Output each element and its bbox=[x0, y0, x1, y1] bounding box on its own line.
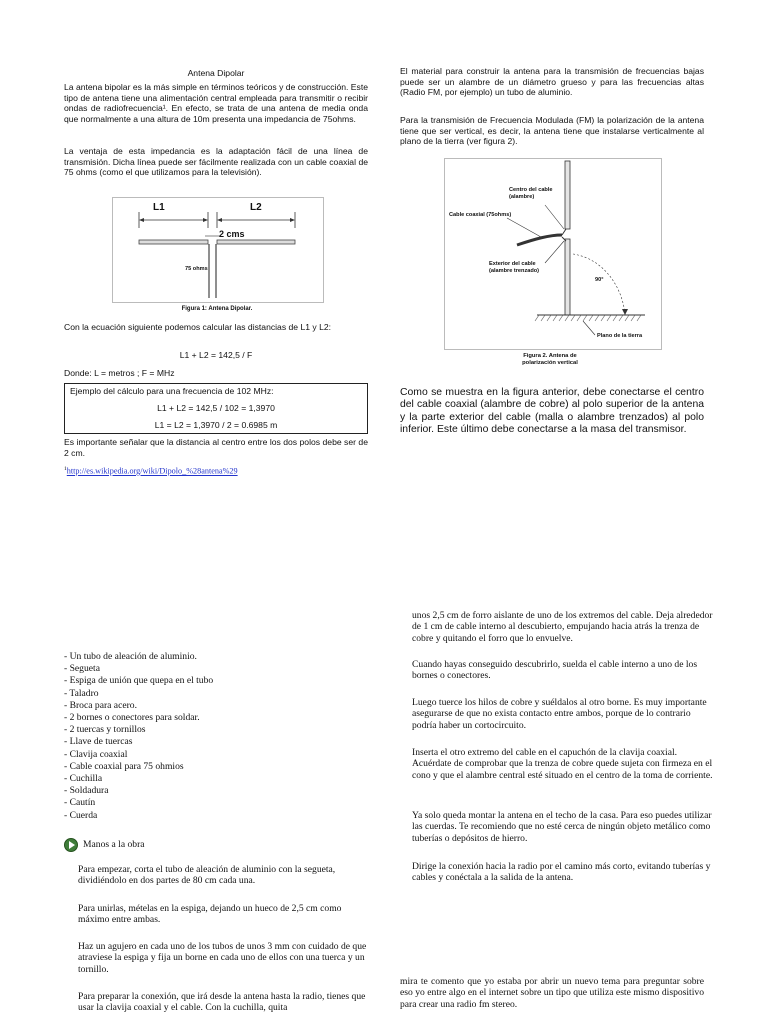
outer-braid-label: Exterior del cable (alambre trenzado) bbox=[489, 261, 540, 274]
connection-paragraph: Como se muestra en la figura anterior, debe conectarse el centro del cable coaxial (alambre de cobre) al polo superior de la antena y la parte exterior del cable (malla o alambre trenzados) al polo inferior. Este último debe conectarse a la masa del transmisor. bbox=[400, 387, 704, 436]
comment-paragraph: mira te comento que yo estaba por abrir un nuevo tema para preguntar sobre eso yo entre algo en el internet sobre un tipo que utiliza este mismo dispositivo para crear una radio fm stereo. bbox=[400, 976, 704, 1010]
angle-label: 90° bbox=[595, 277, 604, 283]
step-paragraph: Haz un agujero en cada uno de los tubos de unos 3 mm con cuidado de que atraviese la espiga y fija un borne en cada uno de ellos con una tuerca y un tornillo. bbox=[78, 941, 367, 975]
step-paragraph: Inserta el otro extremo del cable en el capuchón de la clavija coaxial. Acuérdate de comprobar que la trenza de cobre quede sujeta con firmeza en el cono y que el alambre central esté situado en el centro de la toma de corriente. bbox=[412, 747, 713, 781]
step-paragraph: Luego tuerce los hilos de cobre y suéldalos al otro borne. Es muy importante asegurarse de que no exista contacto entre ambos, porque de lo contrario podría haber un cortocircuito. bbox=[412, 697, 707, 731]
manos-heading-label: Manos a la obra bbox=[83, 839, 145, 851]
play-icon bbox=[64, 838, 78, 852]
list-item: - Clavija coaxial bbox=[64, 748, 128, 760]
step-paragraph: Dirige la conexión hacia la radio por el camino más corto, evitando tuberías y cables y conéctala a la salida de la antena. bbox=[412, 861, 711, 884]
variables-legend: Donde: L = metros ; F = MHz bbox=[64, 368, 175, 378]
step-paragraph: unos 2,5 cm de forro aislante de uno de los extremos del cable. Deja alrededor de 1 cm de cable interno al descubierto, empujando hacia atrás la trenza de cobre y quitando el forro que lo envuelve. bbox=[412, 610, 713, 644]
example-sum: L1 + L2 = 142,5 / 102 = 1,3970 bbox=[157, 403, 275, 413]
distance-note: Es importante señalar que la distancia al centro entre los dos polos debe ser de 2 cm. bbox=[64, 437, 368, 458]
footnote-link[interactable]: http://es.wikipedia.org/wiki/Dipolo_%28antena%29 bbox=[66, 466, 238, 476]
step-paragraph: Ya solo queda montar la antena en el techo de la casa. Para eso puedes utilizar las cuerdas. Te recomiendo que no esté cerca de ningún objeto metálico como tuberías o depósitos de hierro. bbox=[412, 810, 712, 844]
impedance-label: 75 ohms bbox=[185, 266, 208, 272]
dipole-rod-left bbox=[139, 240, 208, 244]
list-item: - Taladro bbox=[64, 687, 99, 699]
list-item: - 2 tuercas y tornillos bbox=[64, 724, 146, 736]
lower-pole bbox=[565, 239, 570, 315]
list-item: - Cable coaxial para 75 ohmios bbox=[64, 760, 184, 772]
step-paragraph: Para unirlas, mételas en la espiga, dejando un hueco de 2,5 cm como máximo entre ambas. bbox=[78, 903, 342, 926]
advantage-paragraph: La ventaja de esta impedancia es la adaptación fácil de una línea de transmisión. Dicha línea puede ser fácilmente realizada con un cable coaxial de 75 ohms (como el que utilizamos para la televisión). bbox=[64, 146, 368, 178]
list-item: - Segueta bbox=[64, 663, 100, 675]
list-item: - Cautín bbox=[64, 797, 96, 809]
figure-dipole bbox=[112, 197, 324, 303]
materials-list bbox=[64, 651, 364, 822]
l2-label: L2 bbox=[250, 202, 262, 213]
material-paragraph: El material para construir la antena para la transmisión de frecuencias bajas puede ser un alambre de un diámetro grueso y para las frecuencias altas (Radio FM, por ejemplo) un tubo de aluminio. bbox=[400, 66, 704, 98]
manos-heading bbox=[64, 838, 145, 852]
l1-label: L1 bbox=[153, 202, 165, 213]
coax-label: Cable coaxial (75ohms) bbox=[449, 212, 512, 218]
gap-label: 2 cms bbox=[219, 229, 245, 239]
dipole-diagram bbox=[113, 198, 323, 302]
list-item: - Un tubo de aleación de aluminio. bbox=[64, 651, 197, 662]
polarization-paragraph: Para la transmisión de Frecuencia Modulada (FM) la polarización de la antena tiene que ser vertical, es decir, la antena tiene que instalarse verticalmente al plano de la tierra (ver figura 2). bbox=[400, 115, 704, 147]
figure-vertical-antenna bbox=[444, 158, 662, 350]
step-paragraph: Para empezar, corta el tubo de aleación de aluminio con la segueta, dividiéndolo en dos partes de 80 cm cada una. bbox=[78, 864, 336, 887]
example-result: L1 = L2 = 1,3970 / 2 = 0.6985 m bbox=[154, 420, 278, 430]
list-item: - Soldadura bbox=[64, 785, 109, 797]
center-wire-label: Centro del cable (alambre) bbox=[509, 187, 553, 200]
figure-2-caption: Figura 2. Antena de polarización vertical bbox=[522, 353, 578, 366]
example-box bbox=[64, 383, 368, 434]
intro-paragraph: La antena bipolar es la más simple en términos teóricos y de construcción. Este tipo de antena tiene una alimentación central empleada para transmitir o recibir ondas de radiofrecuencia¹. En efecto, se trata de una antena de media onda que normalmente a una altura de 10m presenta una impedancia de 75ohms. bbox=[64, 82, 368, 124]
example-title: Ejemplo del cálculo para una frecuencia de 102 MHz: bbox=[70, 386, 274, 396]
dipole-rod-right bbox=[217, 240, 295, 244]
step-paragraph: Cuando hayas conseguido descubrirlo, suelda el cable interno a uno de los bornes o conectores. bbox=[412, 659, 698, 682]
figure-1-caption: Figura 1: Antena Dipolar. bbox=[181, 306, 253, 312]
equation-intro: Con la ecuación siguiente podemos calcular las distancias de L1 y L2: bbox=[64, 322, 332, 332]
vertical-antenna-diagram bbox=[445, 159, 661, 349]
list-item: - 2 bornes o conectores para soldar. bbox=[64, 712, 200, 724]
footnote-mark: 1 bbox=[64, 466, 67, 472]
step-paragraph: Para preparar la conexión, que irá desde la antena hasta la radio, tienes que usar la clavija coaxial y el cable. Con la cuchilla, quita bbox=[78, 991, 366, 1014]
list-item: - Llave de tuercas bbox=[64, 736, 133, 748]
footnote bbox=[64, 464, 238, 477]
list-item: - Cuchilla bbox=[64, 773, 103, 785]
list-item: - Broca para acero. bbox=[64, 699, 137, 711]
section-title: Antena Dipolar bbox=[187, 68, 245, 78]
list-item: - Cuerda bbox=[64, 809, 98, 821]
upper-pole bbox=[565, 161, 570, 229]
ground-plane-label: Plano de la tierra bbox=[597, 333, 643, 339]
list-item: - Espiga de unión que quepa en el tubo bbox=[64, 675, 214, 687]
equation: L1 + L2 = 142,5 / F bbox=[179, 350, 253, 360]
